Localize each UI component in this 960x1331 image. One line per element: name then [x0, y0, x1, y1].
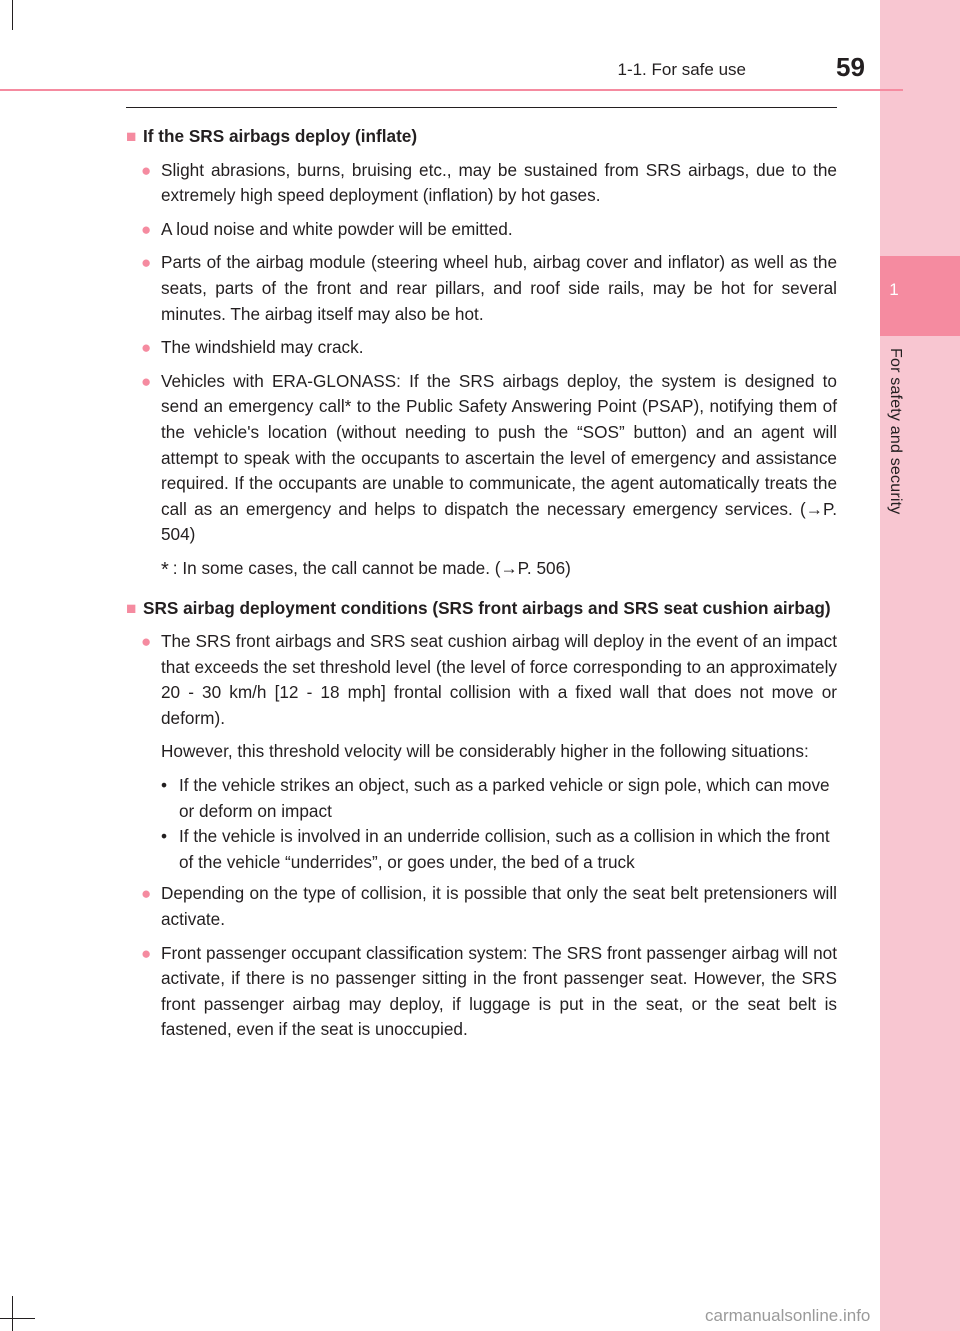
circle-bullet-icon: ● — [141, 943, 152, 963]
list-item-text: Parts of the airbag module (steering wheel hub, airbag cover and inflator) as well as the seats, parts of the front and rear pillars, and roof side rails, may be hot for several minutes. The airbag itself may also be hot. — [161, 252, 837, 324]
circle-bullet-icon: ● — [141, 632, 152, 652]
crop-mark — [12, 1296, 13, 1331]
square-bullet-icon: ■ — [126, 597, 137, 618]
list-item — [126, 335, 837, 361]
page-content — [126, 120, 837, 1051]
list-item-text: Slight abrasions, burns, bruising etc., may be sustained from SRS airbags, due to the extremely high speed deployment (inflation) by hot gases. — [161, 159, 837, 206]
list-item — [126, 217, 837, 243]
circle-bullet-icon: ● — [141, 371, 152, 391]
footnote — [126, 556, 837, 584]
watermark: carmanualsonline.info — [705, 1306, 871, 1325]
sub-list-item — [126, 824, 837, 875]
circle-bullet-icon: ● — [141, 219, 152, 239]
page-number: 59 — [836, 52, 865, 82]
sub-list-item-text: If the vehicle is involved in an underride collision, such as a collision in which the front of the vehicle “underrides”, or goes under, the bed of a truck — [179, 826, 830, 872]
dot-bullet-icon: • — [161, 826, 168, 847]
list-item-text: A loud noise and white powder will be emitted. — [161, 218, 513, 239]
list-item — [126, 250, 837, 327]
footnote-text: : In some cases, the call cannot be made. (→P. 506) — [172, 557, 571, 578]
crop-mark — [0, 1318, 35, 1319]
sub-list-item — [126, 773, 837, 824]
header-section-title: 1-1. For safe use — [617, 60, 746, 79]
list-item-text: Vehicles with ERA-GLONASS: If the SRS airbags deploy, the system is designed to send an emergency call* to the Public Safety Answering Point (PSAP), notifying them of the vehicle's location (without needing to push the “SOS” button) and an agent will attempt to speak with the occupants to ascertain the level of emergency and assistance required. If the occupants are unable to communicate, the agent automatically treats the call as an emergency and helps to dispatch the necessary emergency services. (→P. 504) — [161, 370, 837, 545]
chapter-sidebar — [880, 0, 960, 1331]
footnote-mark: * — [161, 558, 169, 581]
list-item — [126, 941, 837, 1043]
section-heading-text: SRS airbag deployment conditions (SRS front airbags and SRS seat cushion airbag) — [143, 597, 831, 618]
list-item — [126, 629, 837, 731]
list-item-text: Depending on the type of collision, it is possible that only the seat belt pretensioners will activate. — [161, 883, 837, 930]
header-divider — [0, 89, 903, 91]
list-item — [126, 158, 837, 209]
circle-bullet-icon: ● — [141, 160, 152, 180]
circle-bullet-icon: ● — [141, 884, 152, 904]
circle-bullet-icon: ● — [141, 253, 152, 273]
section-heading — [126, 596, 837, 622]
list-item-text: The windshield may crack. — [161, 337, 364, 358]
content-top-rule — [126, 107, 837, 108]
circle-bullet-icon: ● — [141, 338, 152, 358]
paragraph: However, this threshold velocity will be considerably higher in the following situations: — [161, 741, 809, 762]
section-heading — [126, 124, 837, 150]
dot-bullet-icon: • — [161, 775, 168, 796]
section-heading-text: If the SRS airbags deploy (inflate) — [143, 126, 418, 146]
list-item-text: The SRS front airbags and SRS seat cushion airbag will deploy in the event of an impact that exceeds the set threshold level (the level of force corresponding to an approximately 20 - 30 km/h [12 - 18 mph] frontal collision with a fixed wall that does not move or deform). — [161, 631, 837, 728]
square-bullet-icon: ■ — [126, 126, 137, 146]
crop-mark — [12, 0, 13, 30]
list-item — [126, 369, 837, 548]
chapter-title: For safety and security — [887, 348, 904, 515]
list-item — [126, 881, 837, 932]
chapter-number: 1 — [889, 280, 899, 299]
sub-list-item-text: If the vehicle strikes an object, such as a parked vehicle or sign pole, which can move or deform on impact — [179, 775, 830, 821]
list-item-text: Front passenger occupant classification system: The SRS front passenger airbag will not activate, if there is no passenger sitting in the front passenger seat. However, the SRS front passenger airbag may deploy, if luggage is put in the seat, or the seat belt is fastened, even if the seat is unoccupied. — [161, 942, 837, 1040]
